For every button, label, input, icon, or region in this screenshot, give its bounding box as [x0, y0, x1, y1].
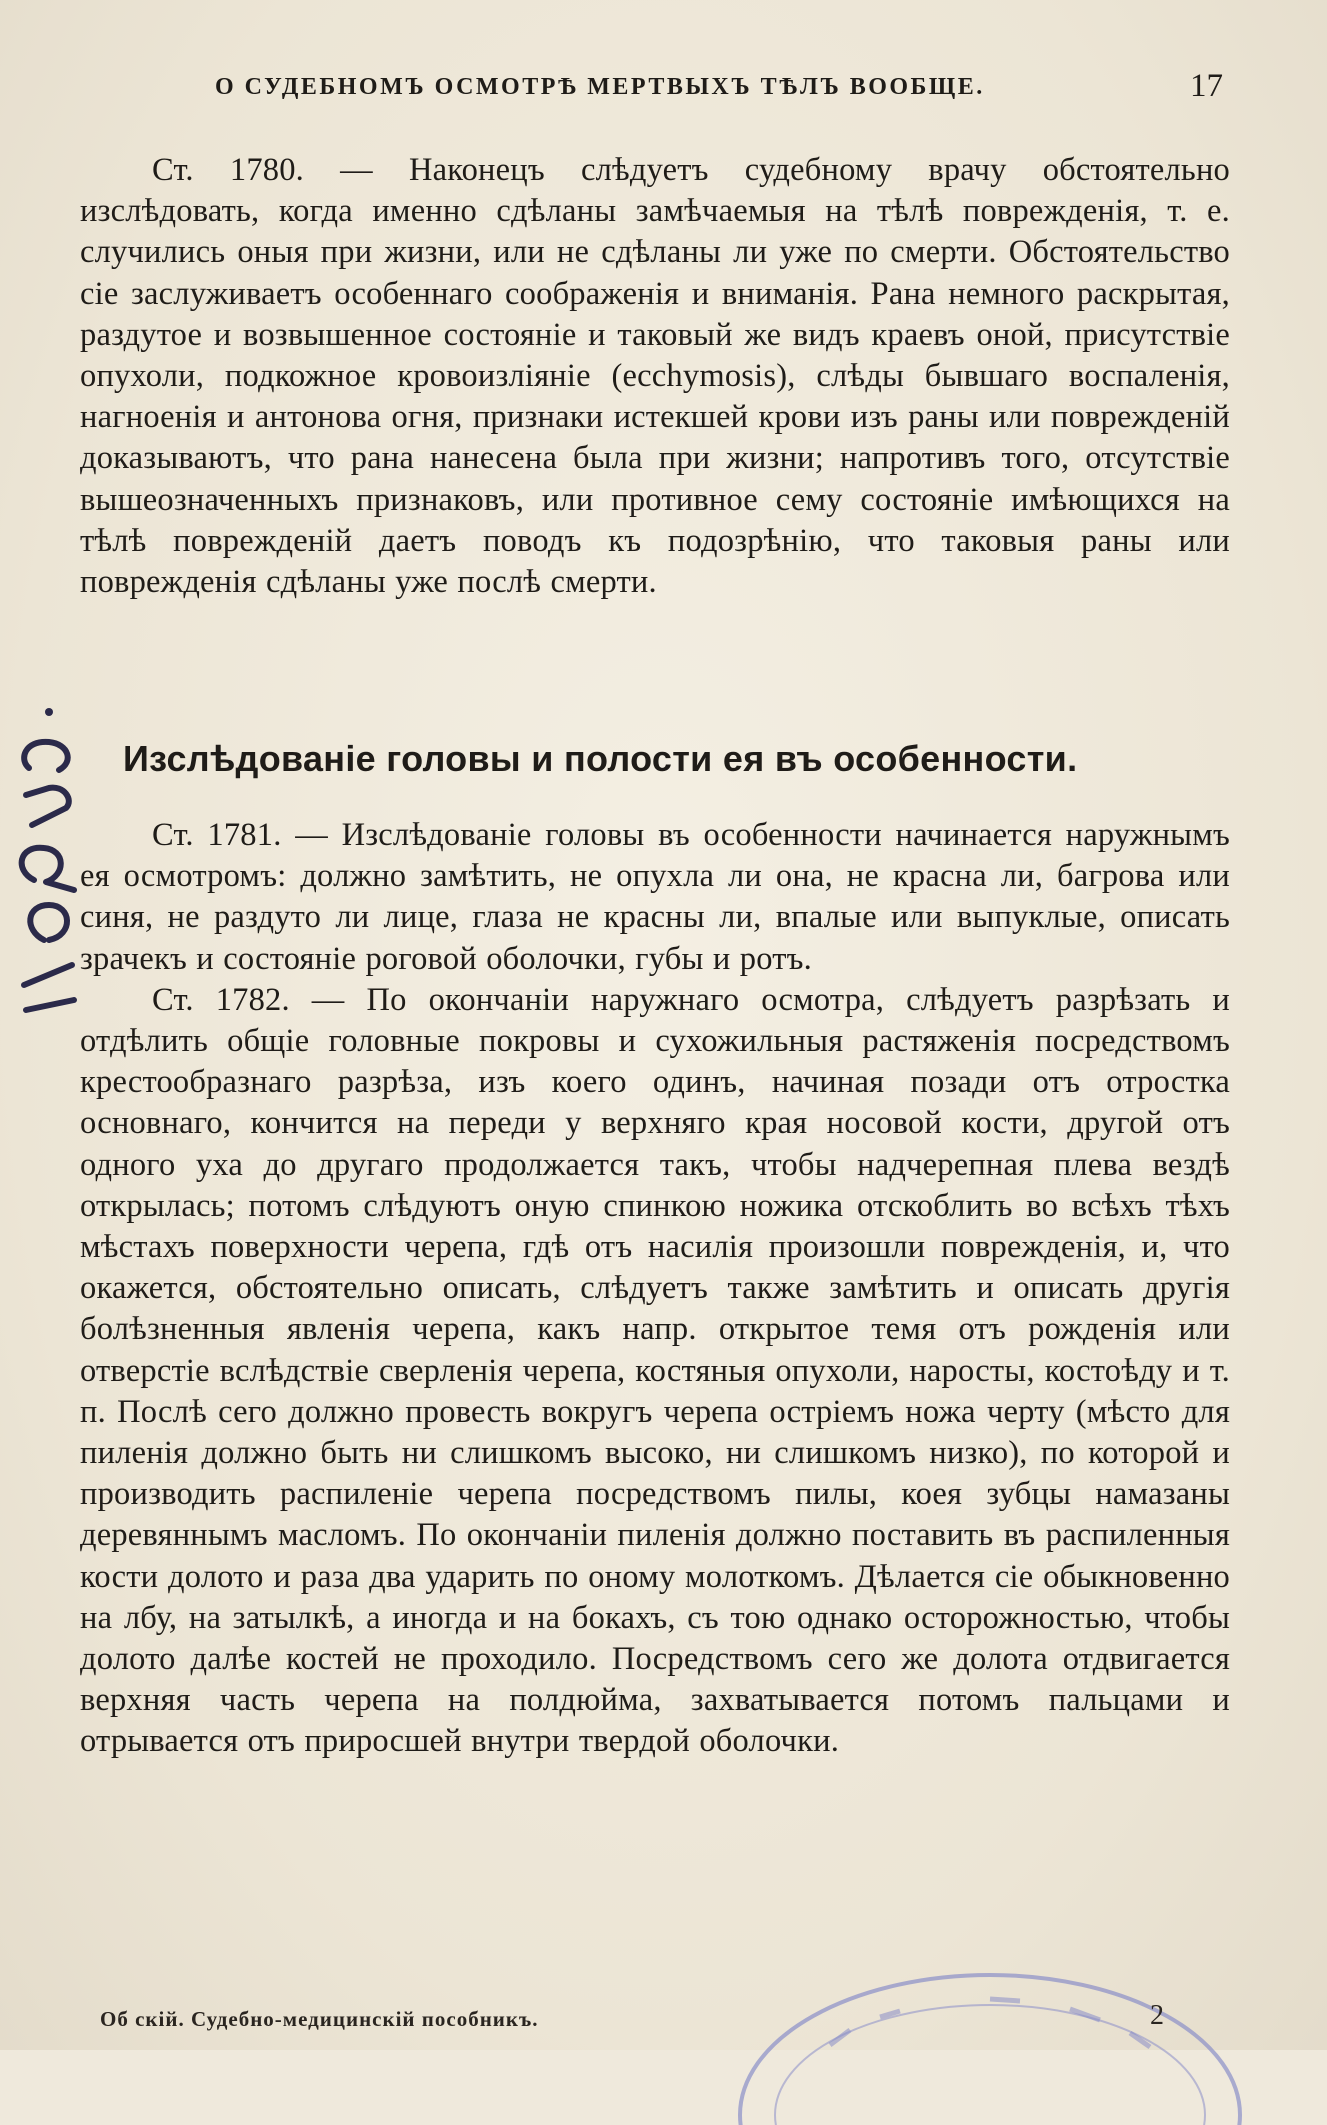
- paragraph-1780: Ст. 1780. — Наконецъ слѣдуетъ судебному врачу обстоятельно изслѣдовать, когда именно сдѣланы замѣчаемыя на тѣлѣ поврежденія, т. е. случились оныя при жизни, или не сдѣланы ли уже по смерти. Обстоятельство сіе заслуживаетъ особеннаго соображенія и вниманія. Рана немного раскрытая, раздутое и возвышенное состояніе и таковый же видъ краевъ оной, присутствіе опухоли, подкожное кровоизліяніе (ecchymosis), слѣды бывшаго воспаленія, нагноенія и антонова огня, признаки истекшей крови изъ раны или поврежденій доказываютъ, что рана нанесена была при жизни; напротивъ того, отсутствіе вышеозначенныхъ признаковъ, или противное сему состояніе имѣющихся на тѣлѣ поврежденій даетъ поводъ къ подозрѣнію, что таковыя раны или поврежденія сдѣланы уже послѣ смерти.: [80, 152, 1230, 601]
- running-head: О СУДЕБНОМЪ ОСМОТРѢ МЕРТВЫХЪ ТѢЛЪ ВООБЩЕ.: [215, 74, 985, 100]
- paragraph-1780-block: [80, 150, 1230, 603]
- signature-number: 2: [1150, 2000, 1164, 2031]
- page-number: 17: [1190, 68, 1223, 104]
- paragraph-1781-block: [80, 815, 1230, 1763]
- paragraph-1781: Ст. 1781. — Изслѣдованіе головы въ особенности начинается наружнымъ ея осмотромъ: должно замѣтить, не опухла ли она, не красна ли, багрова или синя, не раздуто ли лице, глаза не красны ли, впалые или выпуклые, описать зрачекъ и состояніе роговой оболочки, губы и ротъ.: [80, 817, 1230, 977]
- footer-text: Об скій. Судебно-медицинскій пособникъ.: [100, 2007, 539, 2031]
- library-stamp: [690, 1925, 1250, 2125]
- handwritten-margin-note: [4, 700, 94, 1030]
- section-heading: Изслѣдованіе головы и полости ея въ особенности.: [123, 738, 1078, 779]
- paragraph-1782: Ст. 1782. — По окончаніи наружнаго осмотра, слѣдуетъ разрѣзать и отдѣлить общіе головные покровы и сухожильныя растяженія посредствомъ крестообразнаго разрѣза, изъ коего одинъ, начиная позади отъ отростка основнаго, кончится на переди у верхняго края носовой кости, другой отъ одного уха до другаго продолжается такъ, чтобы надчерепная плева вездѣ открылась; потомъ слѣдуютъ оную спинкою ножика отскоблить во всѣхъ тѣхъ мѣстахъ поверхности черепа, гдѣ отъ насилія произошли поврежденія, и, что окажется, обстоятельно описать, слѣдуетъ также замѣтить и описать другія болѣзненныя явленія черепа, какъ напр. открытое темя отъ рожденія или отверстіе вслѣдствіе сверленія черепа, костяныя опухоли, наросты, костоѣду и т. п. Послѣ сего должно провесть вокругъ черепа остріемъ ножа черту (мѣсто для пиленія должно быть ни слишкомъ высоко, ни слишкомъ низко), по которой и производить распиленіе черепа посредствомъ пилы, коея зубцы намазаны деревяннымъ масломъ. По окончаніи пиленія должно поставить въ распиленныя кости долото и раза два ударить по оному молоткомъ. Дѣлается сіе обыкновенно на лбу, на затылкѣ, а иногда и на бокахъ, съ тою однако осторожностью, чтобы долото далѣе костей не проходило. Посредствомъ сего же долота отдвигается верхняя часть черепа на полдюйма, захватывается потомъ пальцами и отрывается отъ приросшей внутри твердой оболочки.: [80, 981, 1230, 1760]
